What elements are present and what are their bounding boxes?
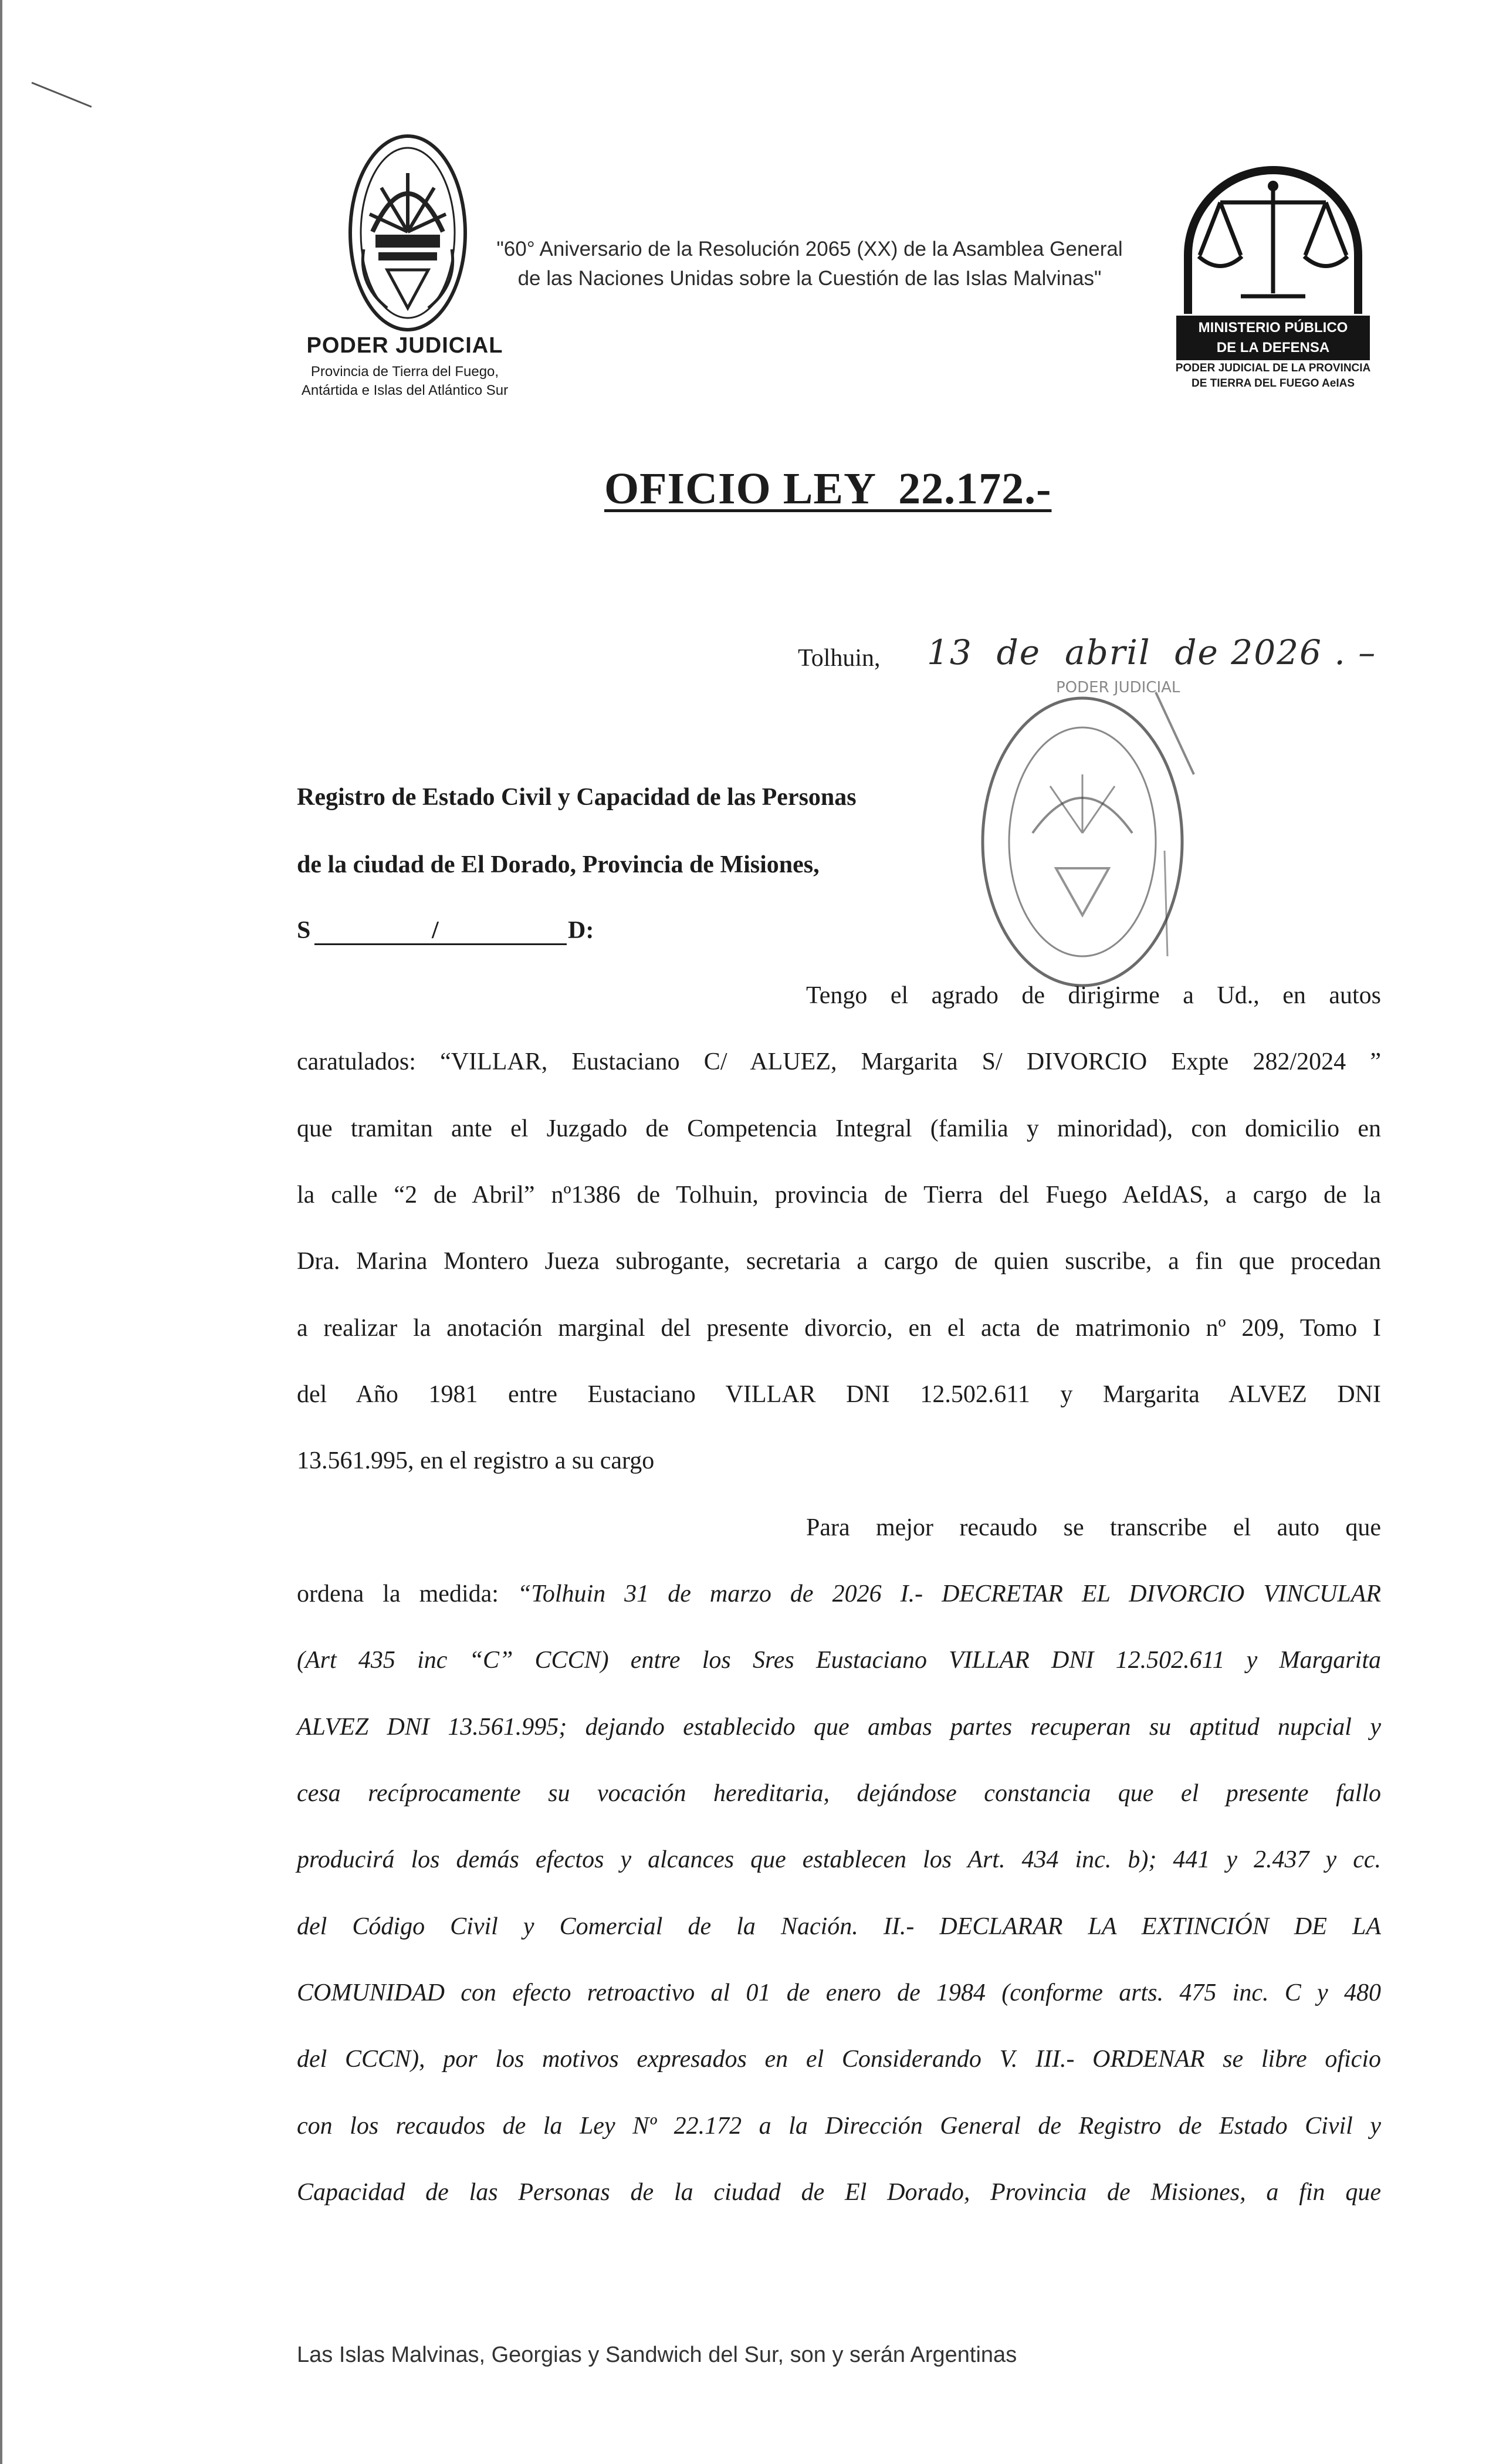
- ministerio-subtitle-1: PODER JUDICIAL DE LA PROVINCIA: [1175, 362, 1371, 374]
- quote-line: Capacidad de las Personas de la ciudad de El Dorado, Provincia de Misiones, a fin que: [297, 2179, 1381, 2206]
- body-line: la calle “2 de Abril” nº1386 de Tolhuin, provincia de Tierra del Fuego AeIdAS, a cargo de la: [297, 1182, 1381, 1209]
- body-line: a realizar la anotación marginal del presente divorcio, en el acta de matrimonio nº 209, Tomo I: [297, 1315, 1381, 1342]
- body-line: Tengo el agrado de dirigirme a Ud., en autos: [806, 982, 1381, 1009]
- scan-mark: [31, 82, 92, 108]
- body-line: 13.561.995, en el registro a su cargo: [297, 1447, 655, 1474]
- body-lead: ordena la medida:: [297, 1580, 517, 1607]
- addressee-line-2: de la ciudad de El Dorado, Provincia de Misiones,: [297, 851, 820, 878]
- sd-s: S: [297, 917, 311, 944]
- body-line: caratulados: “VILLAR, Eustaciano C/ ALUEZ, Margarita S/ DIVORCIO Expte 282/2024 ”: [297, 1048, 1381, 1075]
- quote-line: del Código Civil y Comercial de la Nación. II.- DECLARAR LA EXTINCIÓN DE LA: [297, 1913, 1381, 1940]
- handwritten-date: 13 de abril de 2026 . –: [927, 632, 1377, 672]
- ministerio-publico-label: [1176, 316, 1370, 360]
- quote-line: del CCCN), por los motivos expresados en el Considerando V. III.- ORDENAR se libre oficio: [297, 2046, 1381, 2073]
- quote-line: ALVEZ DNI 13.561.995; dejando establecido que ambas partes recuperan su aptitud nupcial y: [297, 1714, 1381, 1741]
- body-line: del Año 1981 entre Eustaciano VILLAR DNI 12.502.611 y Margarita ALVEZ DNI: [297, 1381, 1381, 1408]
- ministerio-subtitle-2: DE TIERRA DEL FUEGO AeIAS: [1192, 377, 1355, 390]
- quote-line: con los recaudos de la Ley Nº 22.172 a la Dirección General de Registro de Estado Civil y: [297, 2113, 1381, 2140]
- anniversary-line-2: de las Naciones Unidas sobre la Cuestión de las Islas Malvinas": [517, 267, 1102, 290]
- sd-slash: /: [432, 917, 439, 944]
- poder-judicial-subtitle-1: Provincia de Tierra del Fuego,: [310, 364, 499, 380]
- sd-underline-2: [444, 943, 567, 945]
- body-line: Dra. Marina Montero Jueza subrogante, secretaria a cargo de quien suscribe, a fin que procedan: [297, 1248, 1381, 1275]
- court-seal-stamp: [962, 675, 1209, 1003]
- document-title: OFICIO LEY 22.172.-: [604, 464, 1052, 513]
- addressee-line-1: Registro de Estado Civil y Capacidad de las Personas: [297, 784, 857, 811]
- quote-line: (Art 435 inc “C” CCCN) entre los Sres Eustaciano VILLAR DNI 12.502.611 y Margarita: [297, 1647, 1381, 1674]
- scan-mark: [0, 0, 2, 2464]
- poder-judicial-subtitle-2: Antártida e Islas del Atlántico Sur: [301, 383, 509, 398]
- footer-text: Las Islas Malvinas, Georgias y Sandwich del Sur, son y serán Argentinas: [297, 2343, 1017, 2367]
- body-line: que tramitan ante el Juzgado de Competencia Integral (familia y minoridad), con domicilio en: [297, 1115, 1381, 1142]
- quote-line: COMUNIDAD con efecto retroactivo al 01 de enero de 1984 (conforme arts. 475 inc. C y 480: [297, 1979, 1381, 2006]
- ministerio-publico-scales-emblem: [1176, 155, 1370, 314]
- seal-text: PODER JUDICIAL: [1056, 679, 1180, 696]
- poder-judicial-title: PODER JUDICIAL: [306, 333, 503, 358]
- place-label: Tolhuin,: [798, 645, 881, 672]
- ministerio-publico-line-1: MINISTERIO PÚBLICO: [1198, 320, 1348, 336]
- quote-line: cesa recíprocamente su vocación hereditaria, dejándose constancia que el presente fallo: [297, 1780, 1381, 1807]
- ministerio-publico-line-2: DE LA DEFENSA: [1216, 340, 1330, 356]
- poder-judicial-emblem: [346, 132, 469, 334]
- quote-line: producirá los demás efectos y alcances que establecen los Art. 434 inc. b); 441 y 2.437 y cc.: [297, 1846, 1381, 1873]
- sd-d: D:: [568, 917, 594, 944]
- anniversary-line-1: "60° Aniversario de la Resolución 2065 (XX) de la Asamblea General: [496, 238, 1123, 260]
- body-line: Para mejor recaudo se transcribe el auto que: [806, 1514, 1381, 1541]
- body-line-mixed: [297, 1580, 1381, 1608]
- quote-text: “Tolhuin 31 de marzo de 2026 I.- DECRETAR EL DIVORCIO VINCULAR: [517, 1580, 1381, 1607]
